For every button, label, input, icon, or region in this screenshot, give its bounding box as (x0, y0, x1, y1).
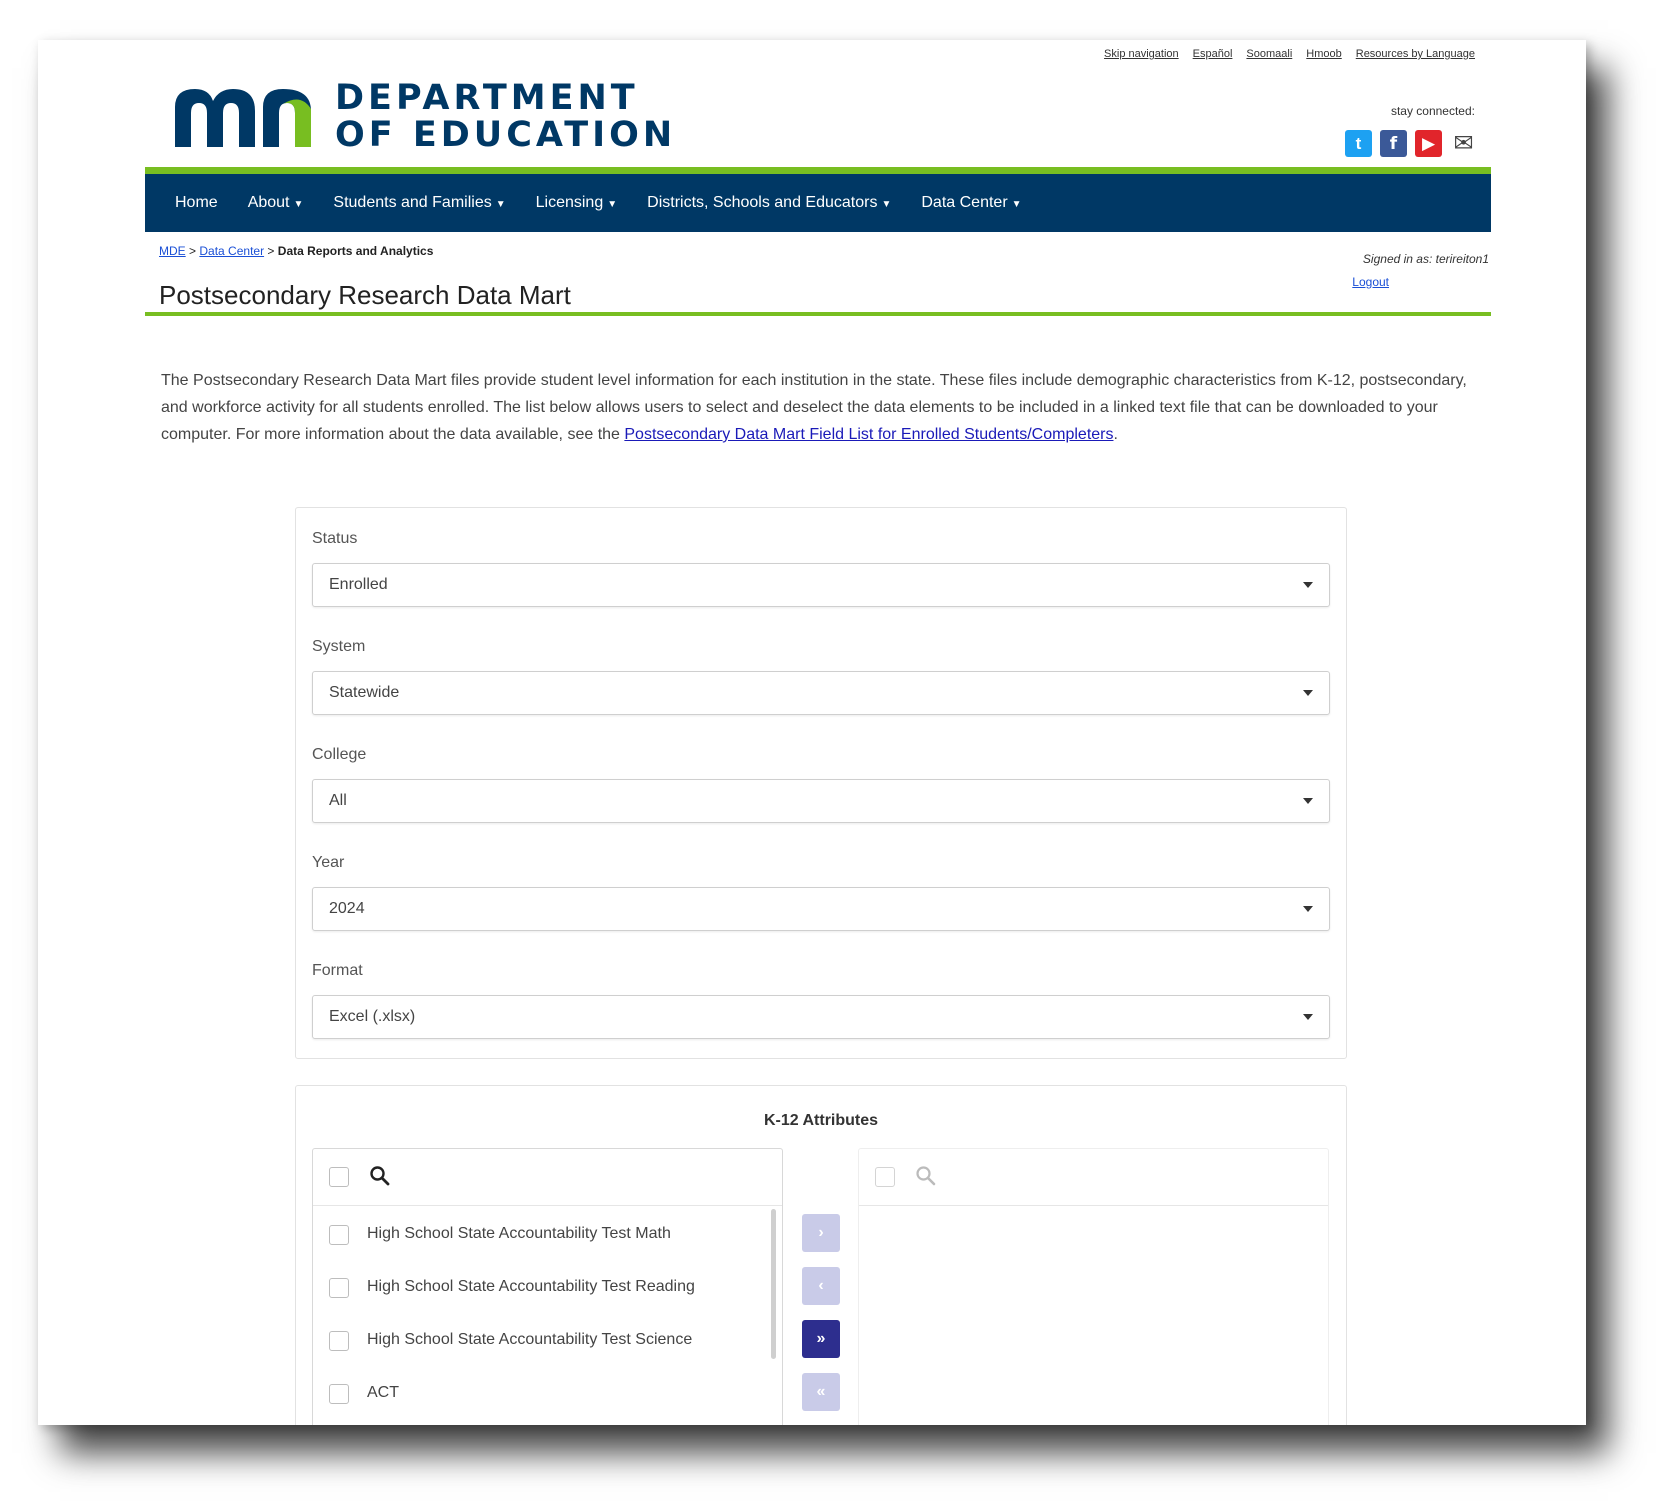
search-icon[interactable] (369, 1165, 391, 1187)
nav-about[interactable]: About ▼ (247, 194, 304, 211)
format-value: Excel (.xlsx) (329, 1008, 416, 1025)
signed-in-label: Signed in as: terireiton1 (1362, 252, 1489, 266)
email-icon[interactable]: ✉ (1453, 130, 1474, 157)
select-all-available-checkbox[interactable] (329, 1167, 349, 1187)
selected-attributes-list (858, 1148, 1329, 1425)
social-icons (1345, 130, 1477, 157)
status-label: Status (312, 530, 358, 547)
attribute-checkbox[interactable] (329, 1331, 349, 1351)
chevron-down-icon (1303, 1014, 1313, 1020)
chevron-down-icon (1303, 798, 1313, 804)
page (38, 40, 1586, 1425)
mde-logo[interactable] (173, 80, 676, 155)
k12-attributes-title: K-12 Attributes (763, 1112, 879, 1129)
breadcrumb-data-center[interactable]: Data Center (199, 244, 265, 258)
attribute-checkbox[interactable] (329, 1225, 349, 1245)
breadcrumb (159, 244, 433, 258)
system-select[interactable] (312, 671, 1330, 715)
chevron-down-icon (1303, 582, 1313, 588)
chevron-down-icon (1303, 690, 1313, 696)
select-all-selected-checkbox[interactable] (875, 1167, 895, 1187)
intro-after: . (1113, 426, 1118, 443)
list-scrollbar[interactable] (771, 1209, 776, 1359)
chevron-down-icon (1303, 906, 1313, 912)
hmoob-link[interactable]: Hmoob (1306, 48, 1342, 60)
espanol-link[interactable]: Español (1192, 48, 1233, 60)
system-value: Statewide (329, 684, 400, 701)
college-select[interactable] (312, 779, 1330, 823)
breadcrumb-mde[interactable]: MDE (159, 244, 186, 258)
facebook-icon[interactable]: f (1380, 130, 1407, 157)
youtube-icon[interactable]: ▶ (1415, 130, 1442, 157)
main-navbar (145, 174, 1491, 232)
breadcrumb-separator: > (189, 244, 197, 258)
college-label: College (312, 746, 367, 763)
stay-connected-label: stay connected: (1390, 104, 1475, 118)
list-item[interactable] (313, 1209, 782, 1262)
logo-line-2: OF EDUCATION (335, 115, 677, 156)
attribute-label: High School State Accountability Test Science (367, 1331, 693, 1348)
move-all-left-button[interactable]: « (802, 1373, 840, 1411)
resources-by-language-link[interactable]: Resources by Language (1355, 48, 1475, 60)
logo-line-1: DEPARTMENT (335, 78, 639, 118)
skip-navigation-link[interactable]: Skip navigation (1104, 48, 1179, 60)
status-select[interactable] (312, 563, 1330, 607)
chevron-down-icon: ▼ (1011, 199, 1022, 210)
nav-home[interactable]: Home (175, 194, 218, 211)
breadcrumb-separator: > (267, 244, 275, 258)
nav-accent-bar (145, 167, 1491, 174)
soomaali-link[interactable]: Soomaali (1246, 48, 1293, 60)
available-list-header (313, 1149, 782, 1206)
list-item[interactable] (313, 1368, 782, 1421)
field-list-link[interactable]: Postsecondary Data Mart Field List for Enrolled Students/Completers (624, 426, 1114, 443)
available-attributes-list (312, 1148, 783, 1425)
nav-data-center[interactable]: Data Center ▼ (921, 194, 1022, 211)
move-all-right-button[interactable]: » (802, 1320, 840, 1358)
list-item[interactable] (313, 1315, 782, 1368)
utility-links (1104, 48, 1475, 60)
year-select[interactable] (312, 887, 1330, 931)
mn-logo-icon (173, 85, 313, 149)
format-label: Format (312, 962, 363, 979)
move-left-button[interactable]: ‹ (802, 1267, 840, 1305)
nav-students-and-families[interactable]: Students and Families ▼ (333, 194, 506, 211)
logout-link[interactable]: Logout (1352, 275, 1389, 289)
format-select[interactable] (312, 995, 1330, 1039)
search-icon[interactable] (915, 1165, 937, 1187)
page-title: Postsecondary Research Data Mart (159, 280, 571, 310)
attribute-checkbox[interactable] (329, 1278, 349, 1298)
k12-attributes-card (295, 1085, 1347, 1425)
move-right-button[interactable]: › (802, 1214, 840, 1252)
logo-text (335, 80, 676, 155)
attribute-label: ACT (367, 1384, 399, 1401)
chevron-down-icon: ▼ (881, 199, 892, 210)
year-label: Year (312, 854, 345, 871)
selected-list-header (859, 1149, 1328, 1206)
nav-licensing[interactable]: Licensing ▼ (535, 194, 618, 211)
intro-text: The Postsecondary Research Data Mart files provide student level information for each institution in the state. These files include demographic characteristics from K-12, postsecondary, and workforce activity for all students enrolled. The list below allows users to select and deselect the data elements to be included in a linked text file that can be downloaded to your computer. For more information about the data available, see the (161, 372, 1467, 443)
chevron-down-icon: ▼ (293, 199, 304, 210)
list-item[interactable] (313, 1262, 782, 1315)
chevron-down-icon: ▼ (607, 199, 618, 210)
status-value: Enrolled (329, 576, 388, 593)
college-value: All (329, 792, 347, 809)
system-label: System (312, 638, 366, 655)
page-content (145, 40, 1491, 1425)
attribute-checkbox[interactable] (329, 1384, 349, 1404)
title-divider (145, 312, 1491, 316)
nav-districts-schools-educators[interactable]: Districts, Schools and Educators ▼ (647, 194, 892, 211)
intro-paragraph (161, 367, 1471, 448)
breadcrumb-current: Data Reports and Analytics (277, 244, 434, 258)
attribute-label: High School State Accountability Test Math (367, 1225, 671, 1242)
twitter-icon[interactable]: t (1345, 130, 1372, 157)
year-value: 2024 (329, 900, 365, 917)
chevron-down-icon: ▼ (495, 199, 506, 210)
filters-card (295, 507, 1347, 1059)
attribute-label: High School State Accountability Test Reading (367, 1278, 695, 1295)
